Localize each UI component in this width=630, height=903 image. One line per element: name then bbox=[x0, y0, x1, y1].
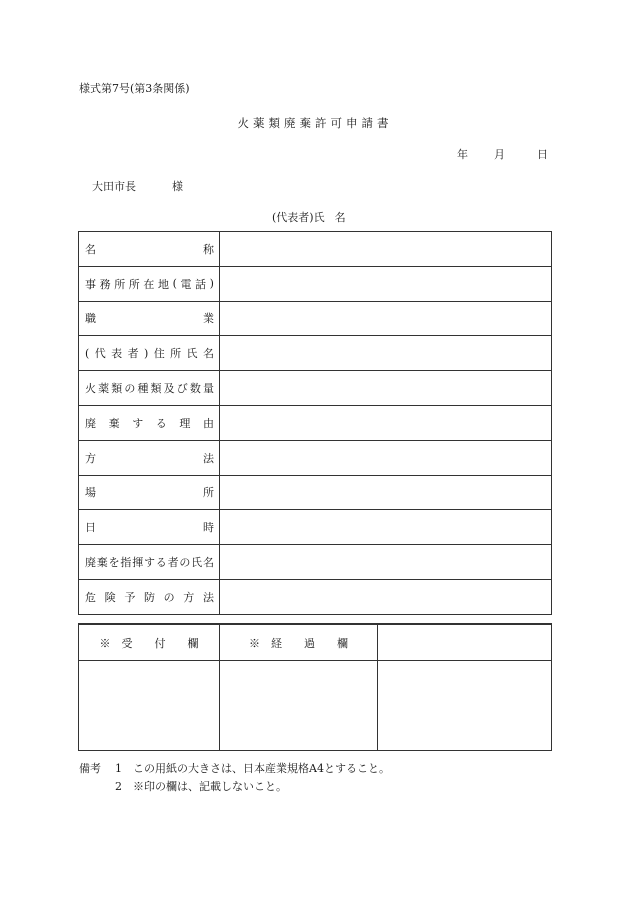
recipient-honorific: 様 bbox=[172, 180, 183, 193]
table-row bbox=[79, 371, 552, 406]
reception-field[interactable] bbox=[79, 661, 220, 751]
row-value-field[interactable] bbox=[220, 405, 552, 440]
row-label-cell bbox=[79, 510, 220, 545]
row-label: ( 代 表 者 ) 住 所 氏 名 bbox=[85, 346, 214, 361]
row-label-cell bbox=[79, 266, 220, 301]
application-table bbox=[78, 231, 552, 615]
row-label-cell bbox=[79, 475, 220, 510]
row-value-field[interactable] bbox=[220, 371, 552, 406]
note-number: 1 bbox=[115, 762, 122, 775]
date-line bbox=[457, 146, 548, 162]
table-row bbox=[79, 579, 552, 614]
recipient bbox=[92, 178, 183, 194]
row-value-field[interactable] bbox=[220, 475, 552, 510]
form-number: 様式第7号(第3条関係) bbox=[79, 82, 190, 95]
representative-label: (代表者)氏 bbox=[272, 211, 325, 224]
row-label: 事 務 所 所 在 地 ( 電 話 ) bbox=[85, 277, 214, 291]
notes-heading: 備考 bbox=[79, 762, 101, 775]
office-use-table bbox=[78, 623, 552, 751]
row-value-field[interactable] bbox=[220, 336, 552, 371]
table-row bbox=[79, 232, 552, 267]
row-label-cell bbox=[79, 371, 220, 406]
row-value-field[interactable] bbox=[220, 440, 552, 475]
year-label: 年 bbox=[457, 148, 468, 161]
row-value-field[interactable] bbox=[220, 545, 552, 580]
row-label: 方 法 bbox=[85, 451, 214, 465]
row-value-field[interactable] bbox=[220, 266, 552, 301]
row-value-field[interactable] bbox=[220, 232, 552, 267]
row-label: 廃 棄 を 指 揮 す る 者 の 氏 名 bbox=[85, 556, 214, 570]
note-number: 2 bbox=[115, 780, 122, 793]
row-label: 場 所 bbox=[85, 486, 214, 500]
row-label: 廃 棄 す る 理 由 bbox=[85, 416, 214, 430]
row-value-field[interactable] bbox=[220, 579, 552, 614]
month-label: 月 bbox=[494, 148, 505, 161]
note-item-2 bbox=[79, 778, 287, 794]
note-item-1 bbox=[79, 760, 390, 776]
row-label-cell bbox=[79, 301, 220, 336]
row-label: 職 業 bbox=[85, 312, 214, 326]
row-label-cell bbox=[79, 545, 220, 580]
note-text: ※印の欄は、記載しないこと。 bbox=[133, 780, 287, 793]
row-label-cell bbox=[79, 405, 220, 440]
row-label: 火 薬 類 の 種 類 及 び 数 量 bbox=[85, 382, 214, 396]
row-label-cell bbox=[79, 440, 220, 475]
row-label: 名 称 bbox=[85, 242, 214, 256]
representative-suffix: 名 bbox=[334, 211, 346, 224]
table-row bbox=[79, 405, 552, 440]
document-title: 火薬類廃棄許可申請書 bbox=[237, 116, 393, 130]
reception-header: ※ 受 付 欄 bbox=[79, 624, 220, 661]
table-row bbox=[79, 510, 552, 545]
note-text: この用紙の大きさは、日本産業規格A4とすること。 bbox=[133, 762, 390, 775]
row-label: 危 険 予 防 の 方 法 bbox=[85, 590, 214, 604]
table-row bbox=[79, 301, 552, 336]
progress-field[interactable] bbox=[220, 661, 378, 751]
recipient-name: 大田市長 bbox=[92, 180, 136, 193]
row-label-cell bbox=[79, 232, 220, 267]
table-row bbox=[79, 545, 552, 580]
row-value-field[interactable] bbox=[220, 301, 552, 336]
representative-name-line bbox=[272, 209, 346, 225]
day-label: 日 bbox=[537, 148, 548, 161]
table-row bbox=[79, 336, 552, 371]
table-row bbox=[79, 266, 552, 301]
row-label: 日 時 bbox=[85, 521, 214, 535]
progress-header: ※ 経 過 欄 bbox=[220, 624, 378, 661]
table-row bbox=[79, 440, 552, 475]
row-label-cell bbox=[79, 579, 220, 614]
table-row bbox=[79, 475, 552, 510]
blank-field[interactable] bbox=[378, 661, 552, 751]
blank-header bbox=[378, 624, 552, 661]
row-label-cell bbox=[79, 336, 220, 371]
row-value-field[interactable] bbox=[220, 510, 552, 545]
